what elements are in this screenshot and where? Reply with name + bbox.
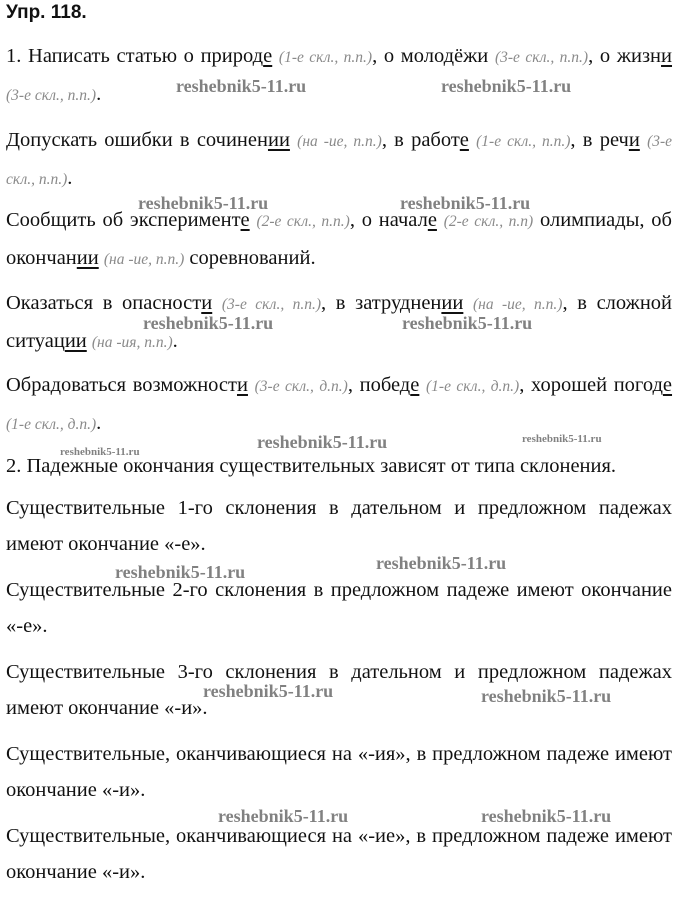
exercise-title: Упр. 118.: [6, 2, 87, 23]
watermark: reshebnik5-11.ru: [257, 432, 388, 452]
watermark: reshebnik5-11.ru: [376, 553, 507, 573]
paragraph-3: Сообщить об эксперименте (2-е скл., п.п.), о начале (2-е скл., п.п) олимпиады, об окончании (на -ие, п.п.) соревнований.: [6, 209, 672, 269]
rule-ending-iya: Существительные, оканчивающиеся на «-ия», в предложном падеже имеют окончание «-и».: [6, 743, 672, 801]
watermark: reshebnik5-11.ru: [60, 446, 140, 458]
watermark: reshebnik5-11.ru: [441, 76, 572, 96]
watermark: reshebnik5-11.ru: [481, 806, 612, 826]
paragraph-2: Допускать ошибки в сочинении (на -ие, п.п.), в работе (1-е скл., п.п.), в речи (3-е скл., п.п.).: [6, 129, 673, 189]
rule-declension-3: Существительные 3-го склонения в дательном и предложном падежах имеют окончание «-и».: [6, 661, 672, 719]
watermark: reshebnik5-11.ru: [218, 806, 349, 826]
rule-declension-1: Существительные 1-го склонения в дательном и предложном падежах имеют окончание «-е».: [6, 497, 672, 555]
watermark: reshebnik5-11.ru: [400, 193, 531, 213]
paragraph-4: Оказаться в опасности (3-е скл., п.п.), в затруднении (на -ие, п.п.), в сложной ситуации (на -ия, п.п.).: [6, 292, 673, 352]
rule-ending-ie: Существительные, оканчивающиеся на «-ие», в предложном падеже имеют окончание «-и».: [6, 825, 672, 883]
rule-intro: 2. Падежные окончания существительных зависят от типа склонения.: [6, 455, 617, 477]
paragraph-1: 1. Написать статью о природе (1-е скл., п.п.), о молодёжи (3-е скл., п.п.), о жизни (3-е скл., п.п.).: [6, 45, 673, 105]
watermark: reshebnik5-11.ru: [176, 76, 307, 96]
rule-declension-2: Существительные 2-го склонения в предложном падеже имеют окончание «-е».: [6, 579, 672, 637]
watermark: reshebnik5-11.ru: [402, 313, 533, 333]
watermark: reshebnik5-11.ru: [115, 562, 246, 582]
watermark: reshebnik5-11.ru: [522, 433, 602, 445]
paragraph-5: Обрадоваться возможности (3-е скл., д.п.), победе (1-е скл., д.п.), хорошей погоде (1-е скл., д.п.).: [6, 374, 673, 434]
watermark: reshebnik5-11.ru: [481, 686, 612, 706]
watermark: reshebnik5-11.ru: [138, 193, 269, 213]
watermark: reshebnik5-11.ru: [203, 681, 334, 701]
watermark: reshebnik5-11.ru: [143, 313, 274, 333]
